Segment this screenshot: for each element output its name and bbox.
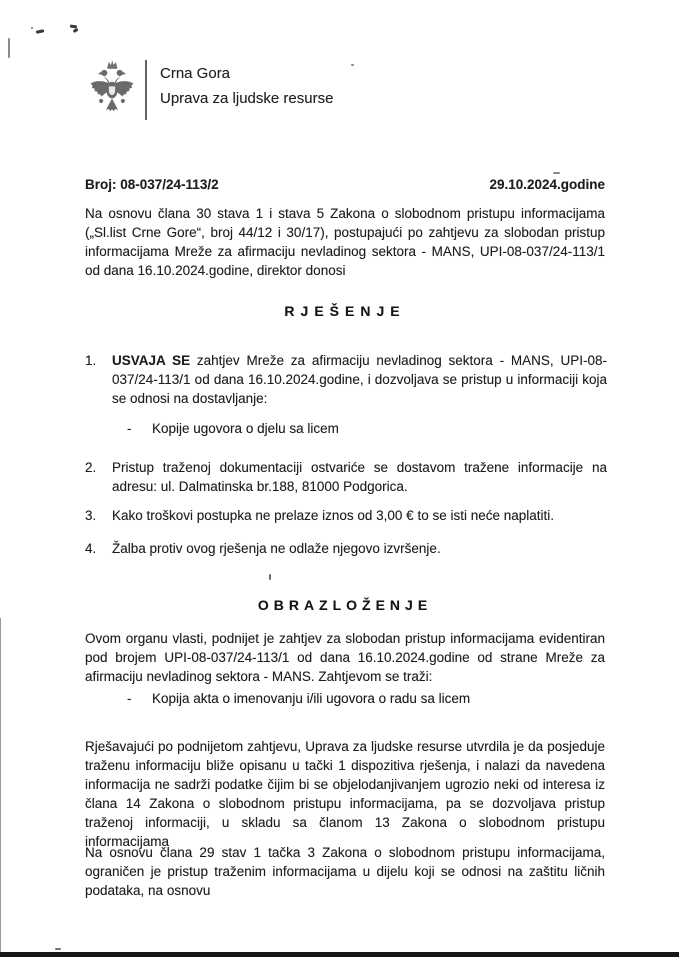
explanation-paragraph-3: Na osnovu člana 29 stav 1 tačka 3 Zakona o slobodnom pristupu informacijama, ograničen je pristup traženim informacijama u dijelu koji se odnosi na zaštitu ličnih podataka, na osnovu: [85, 845, 605, 898]
document-date: 29.10.2024.godine: [489, 177, 605, 192]
item-number: 1.: [85, 353, 97, 368]
decision-heading: RJEŠENJE: [284, 303, 406, 319]
scan-artifact: [73, 28, 79, 33]
decision-item-body: zahtjev Mreže za afirmaciju nevladinog sektora - MANS, UPI-08-037/24-113/1 od dana 16.10.2024.godine, i dozvoljava se pristup u informaciji koja se odnosi na dostavljanje:: [112, 353, 607, 406]
item-text: Kako troškovi postupka ne prelaze iznos od 3,00 € to se isti neće naplatiti.: [112, 508, 555, 523]
decision-item-4: [85, 539, 607, 558]
scan-left-edge: [0, 618, 1, 954]
item-number: 3.: [85, 508, 97, 523]
scan-artifact: [8, 38, 10, 58]
decision-item-2: [85, 458, 607, 496]
scan-artifact: [553, 172, 560, 174]
scan-artifact: [269, 574, 271, 580]
decision-sub-item: [127, 419, 607, 438]
decision-lead-bold: USVAJA SE: [112, 353, 191, 368]
item-text: [112, 351, 607, 438]
decision-sub-item-text: Kopije ugovora o djelu sa licem: [152, 421, 339, 436]
decision-items: [85, 351, 607, 558]
scan-bottom-edge: [0, 952, 679, 957]
decision-item-1: [85, 351, 607, 438]
document-header: [86, 60, 333, 120]
item-text: Žalba protiv ovog rješenja ne odlaže njegovo izvršenje.: [112, 541, 441, 556]
reference-row: [85, 177, 605, 192]
bullet-dash: -: [127, 691, 132, 706]
issuer-country: Crna Gora: [160, 65, 231, 82]
issuer-organization: Uprava za ljudske resurse: [160, 90, 334, 107]
explanation-paragraph-1: Ovom organu vlasti, podnijet je zahtjev za slobodan pristup informacijama evidentiran pod brojem UPI-08-037/24-113/1 od dana 16.10.2024.godine od strane Mreže za afirmaciju nevladinog sektora - MANS. Zahtjevom se traži:: [85, 631, 605, 684]
scan-artifact: [351, 64, 354, 66]
scan-artifact: [55, 948, 61, 950]
decision-item-3: [85, 506, 607, 525]
scan-artifact: [31, 27, 33, 29]
item-text: Pristup traženoj dokumentaciji ostvariće se dostavom tražene informacije na adresu: ul. Dalmatinska br.188, 81000 Podgorica.: [112, 460, 607, 494]
reference-number: Broj: 08-037/24-113/2: [85, 177, 219, 192]
explanation-paragraph-2: Rješavajući po podnijetom zahtjevu, Uprava za ljudske resurse utvrdila je da posjeduje traženu informaciju bliže opisanu u tački 1 dispozitiva rješenja, i nalazi da navedena informacija ne sadrži podatke čijim bi se objelodanjivanjem ugrozio neki od interesa iz člana 14 Zakona o slobodnom pristupu informacijama, pa se dozvoljava pristup traženoj informaciji, u skladu sa članom 13 Zakona o slobodnom pristupu informacijama: [85, 739, 605, 849]
montenegro-coat-of-arms-icon: [86, 60, 138, 118]
scan-artifact: [36, 29, 44, 33]
header-divider: [145, 60, 147, 120]
issuer-block: [160, 60, 333, 111]
explanation-bullet-text: Kopija akta o imenovanju i/ili ugovora o radu sa licem: [152, 691, 471, 706]
item-number: 2.: [85, 460, 97, 475]
explanation-bullet: [127, 689, 605, 708]
explanation-heading: OBRAZLOŽENJE: [257, 597, 433, 613]
item-number: 4.: [85, 541, 97, 556]
intro-paragraph: Na osnovu člana 30 stava 1 i stava 5 Zakona o slobodnom pristupu informacijama („Sl.list Crne Gore“, broj 44/12 i 30/17), postupajući po zahtjevu za slobodan pristup informacijama Mreže za afirmaciju nevladinog sektora - MANS, UPI-08-037/24-113/1 od dana 16.10.2024.godine, direktor donosi: [85, 206, 605, 278]
bullet-dash: -: [127, 421, 132, 436]
